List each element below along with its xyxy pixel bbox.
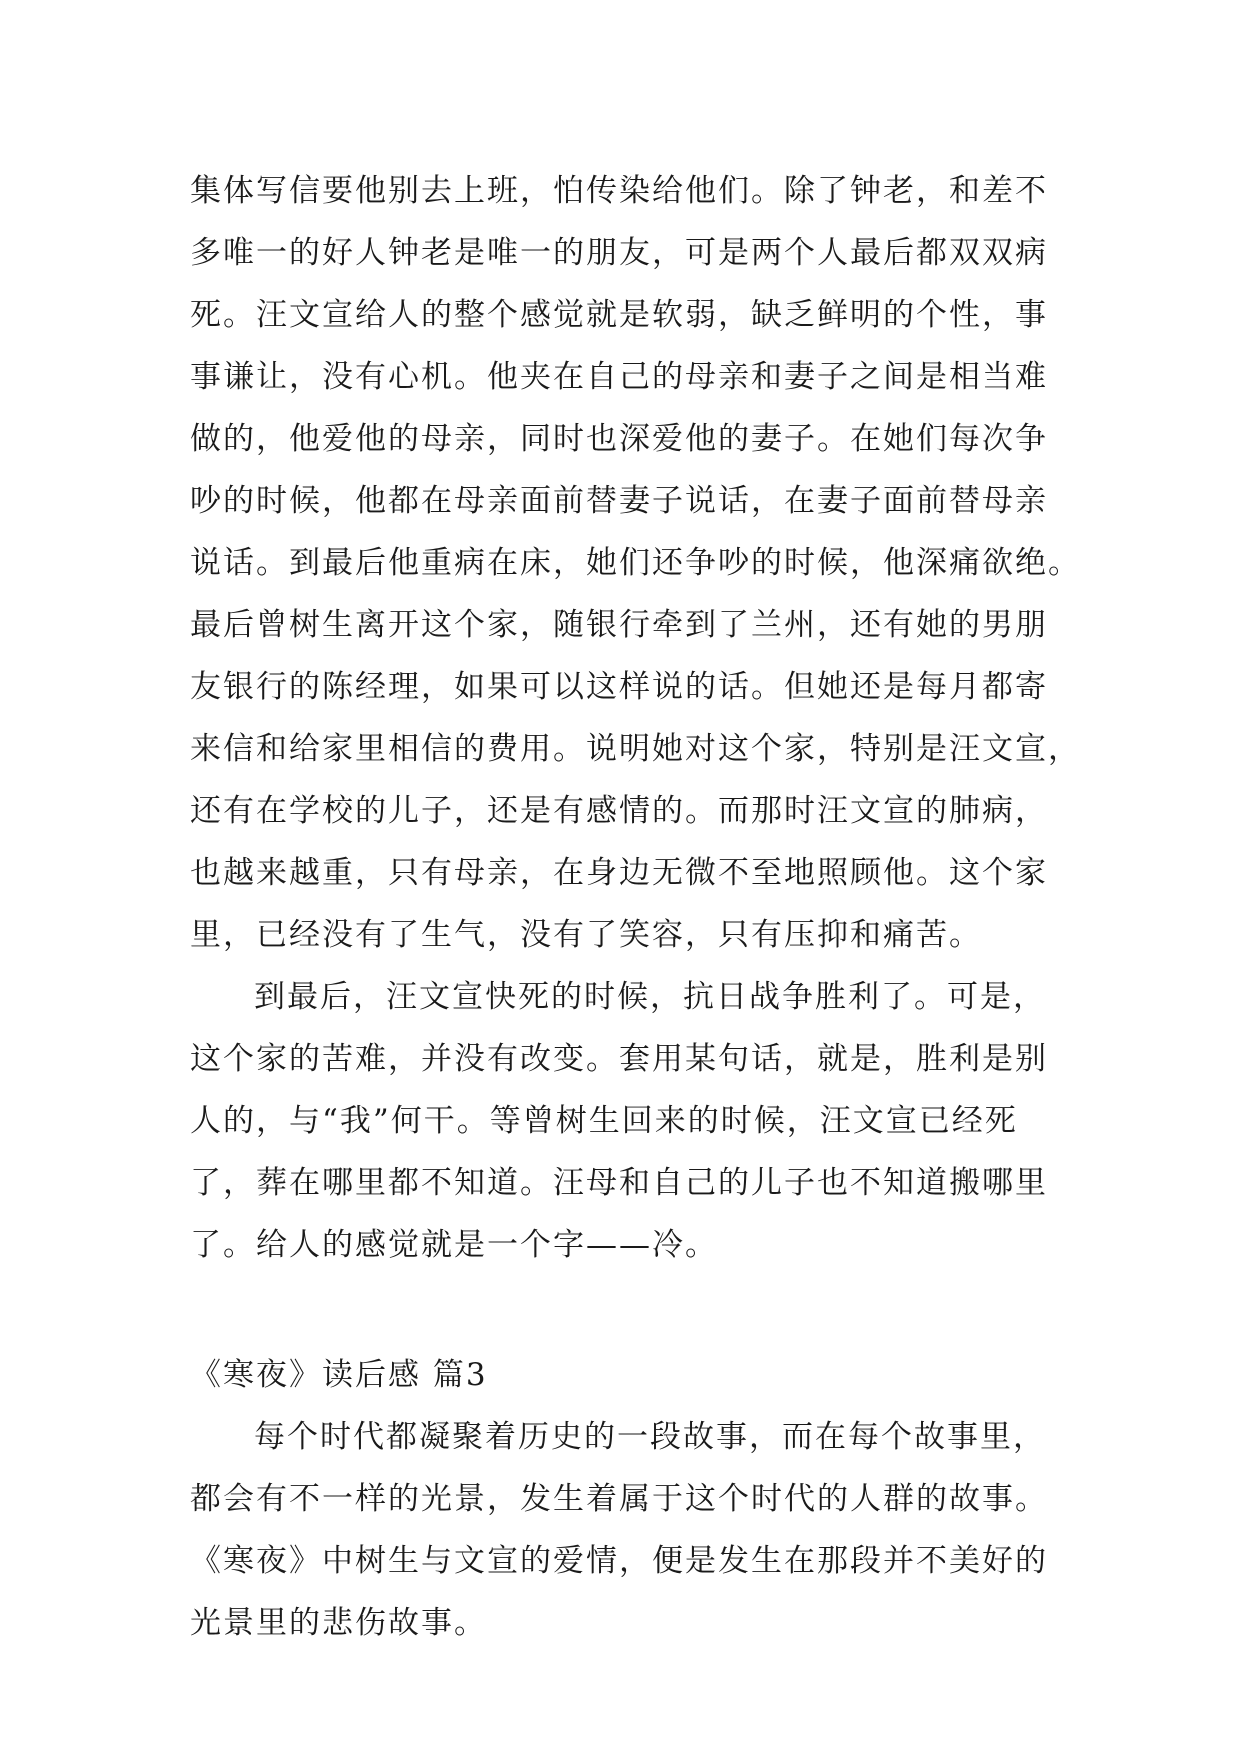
paragraph-2 (190, 966, 1050, 1276)
text-line: 做的，他爱他的母亲，同时也深爱他的妻子。在她们每次争 (190, 421, 1048, 457)
text-line: 到最后，汪文宣快死的时候，抗日战争胜利了。可是， (254, 979, 1046, 1015)
text-line: 了。给人的感觉就是一个字——冷。 (190, 1227, 718, 1263)
text-line: 集体写信要他别去上班，怕传染给他们。除了钟老，和差不 (190, 173, 1048, 209)
document-page (190, 160, 1081, 1654)
text-line: 来信和给家里相信的费用。说明她对这个家，特别是汪文宣， (190, 731, 1081, 767)
text-line: 这个家的苦难，并没有改变。套用某句话，就是，胜利是别 (190, 1041, 1048, 1077)
paragraph-1 (190, 160, 1081, 966)
text-line: 了，葬在哪里都不知道。汪母和自己的儿子也不知道搬哪里 (190, 1165, 1048, 1201)
text-line: 说话。到最后他重病在床，她们还争吵的时候，他深痛欲绝。 (190, 545, 1081, 581)
text-line: 事谦让，没有心机。他夹在自己的母亲和妻子之间是相当难 (190, 359, 1048, 395)
text-line: 也越来越重，只有母亲，在身边无微不至地照顾他。这个家 (190, 855, 1048, 891)
text-line: 友银行的陈经理，如果可以这样说的话。但她还是每月都寄 (190, 669, 1048, 705)
text-line: 《寒夜》中树生与文宣的爱情，便是发生在那段并不美好的 (190, 1543, 1048, 1579)
text-line: 吵的时候，他都在母亲面前替妻子说话，在妻子面前替母亲 (190, 483, 1048, 519)
paragraph-3 (190, 1406, 1050, 1654)
text-line: 都会有不一样的光景，发生着属于这个时代的人群的故事。 (190, 1481, 1048, 1517)
text-line: 最后曾树生离开这个家，随银行牵到了兰州，还有她的男朋 (190, 607, 1048, 643)
text-line: 死。汪文宣给人的整个感觉就是软弱，缺乏鲜明的个性，事 (190, 297, 1048, 333)
text-line: 多唯一的好人钟老是唯一的朋友，可是两个人最后都双双病 (190, 235, 1048, 271)
text-line: 还有在学校的儿子，还是有感情的。而那时汪文宣的肺病， (190, 793, 1048, 829)
text-line: 人的，与“我”何干。等曾树生回来的时候，汪文宣已经死 (190, 1103, 1018, 1139)
text-line: 光景里的悲伤故事。 (190, 1605, 487, 1641)
section-spacer (190, 1276, 1050, 1344)
text-line: 每个时代都凝聚着历史的一段故事，而在每个故事里， (254, 1419, 1046, 1455)
section-heading: 《寒夜》读后感 篇3 (190, 1357, 488, 1393)
text-line: 里，已经没有了生气，没有了笑容，只有压抑和痛苦。 (190, 917, 982, 953)
